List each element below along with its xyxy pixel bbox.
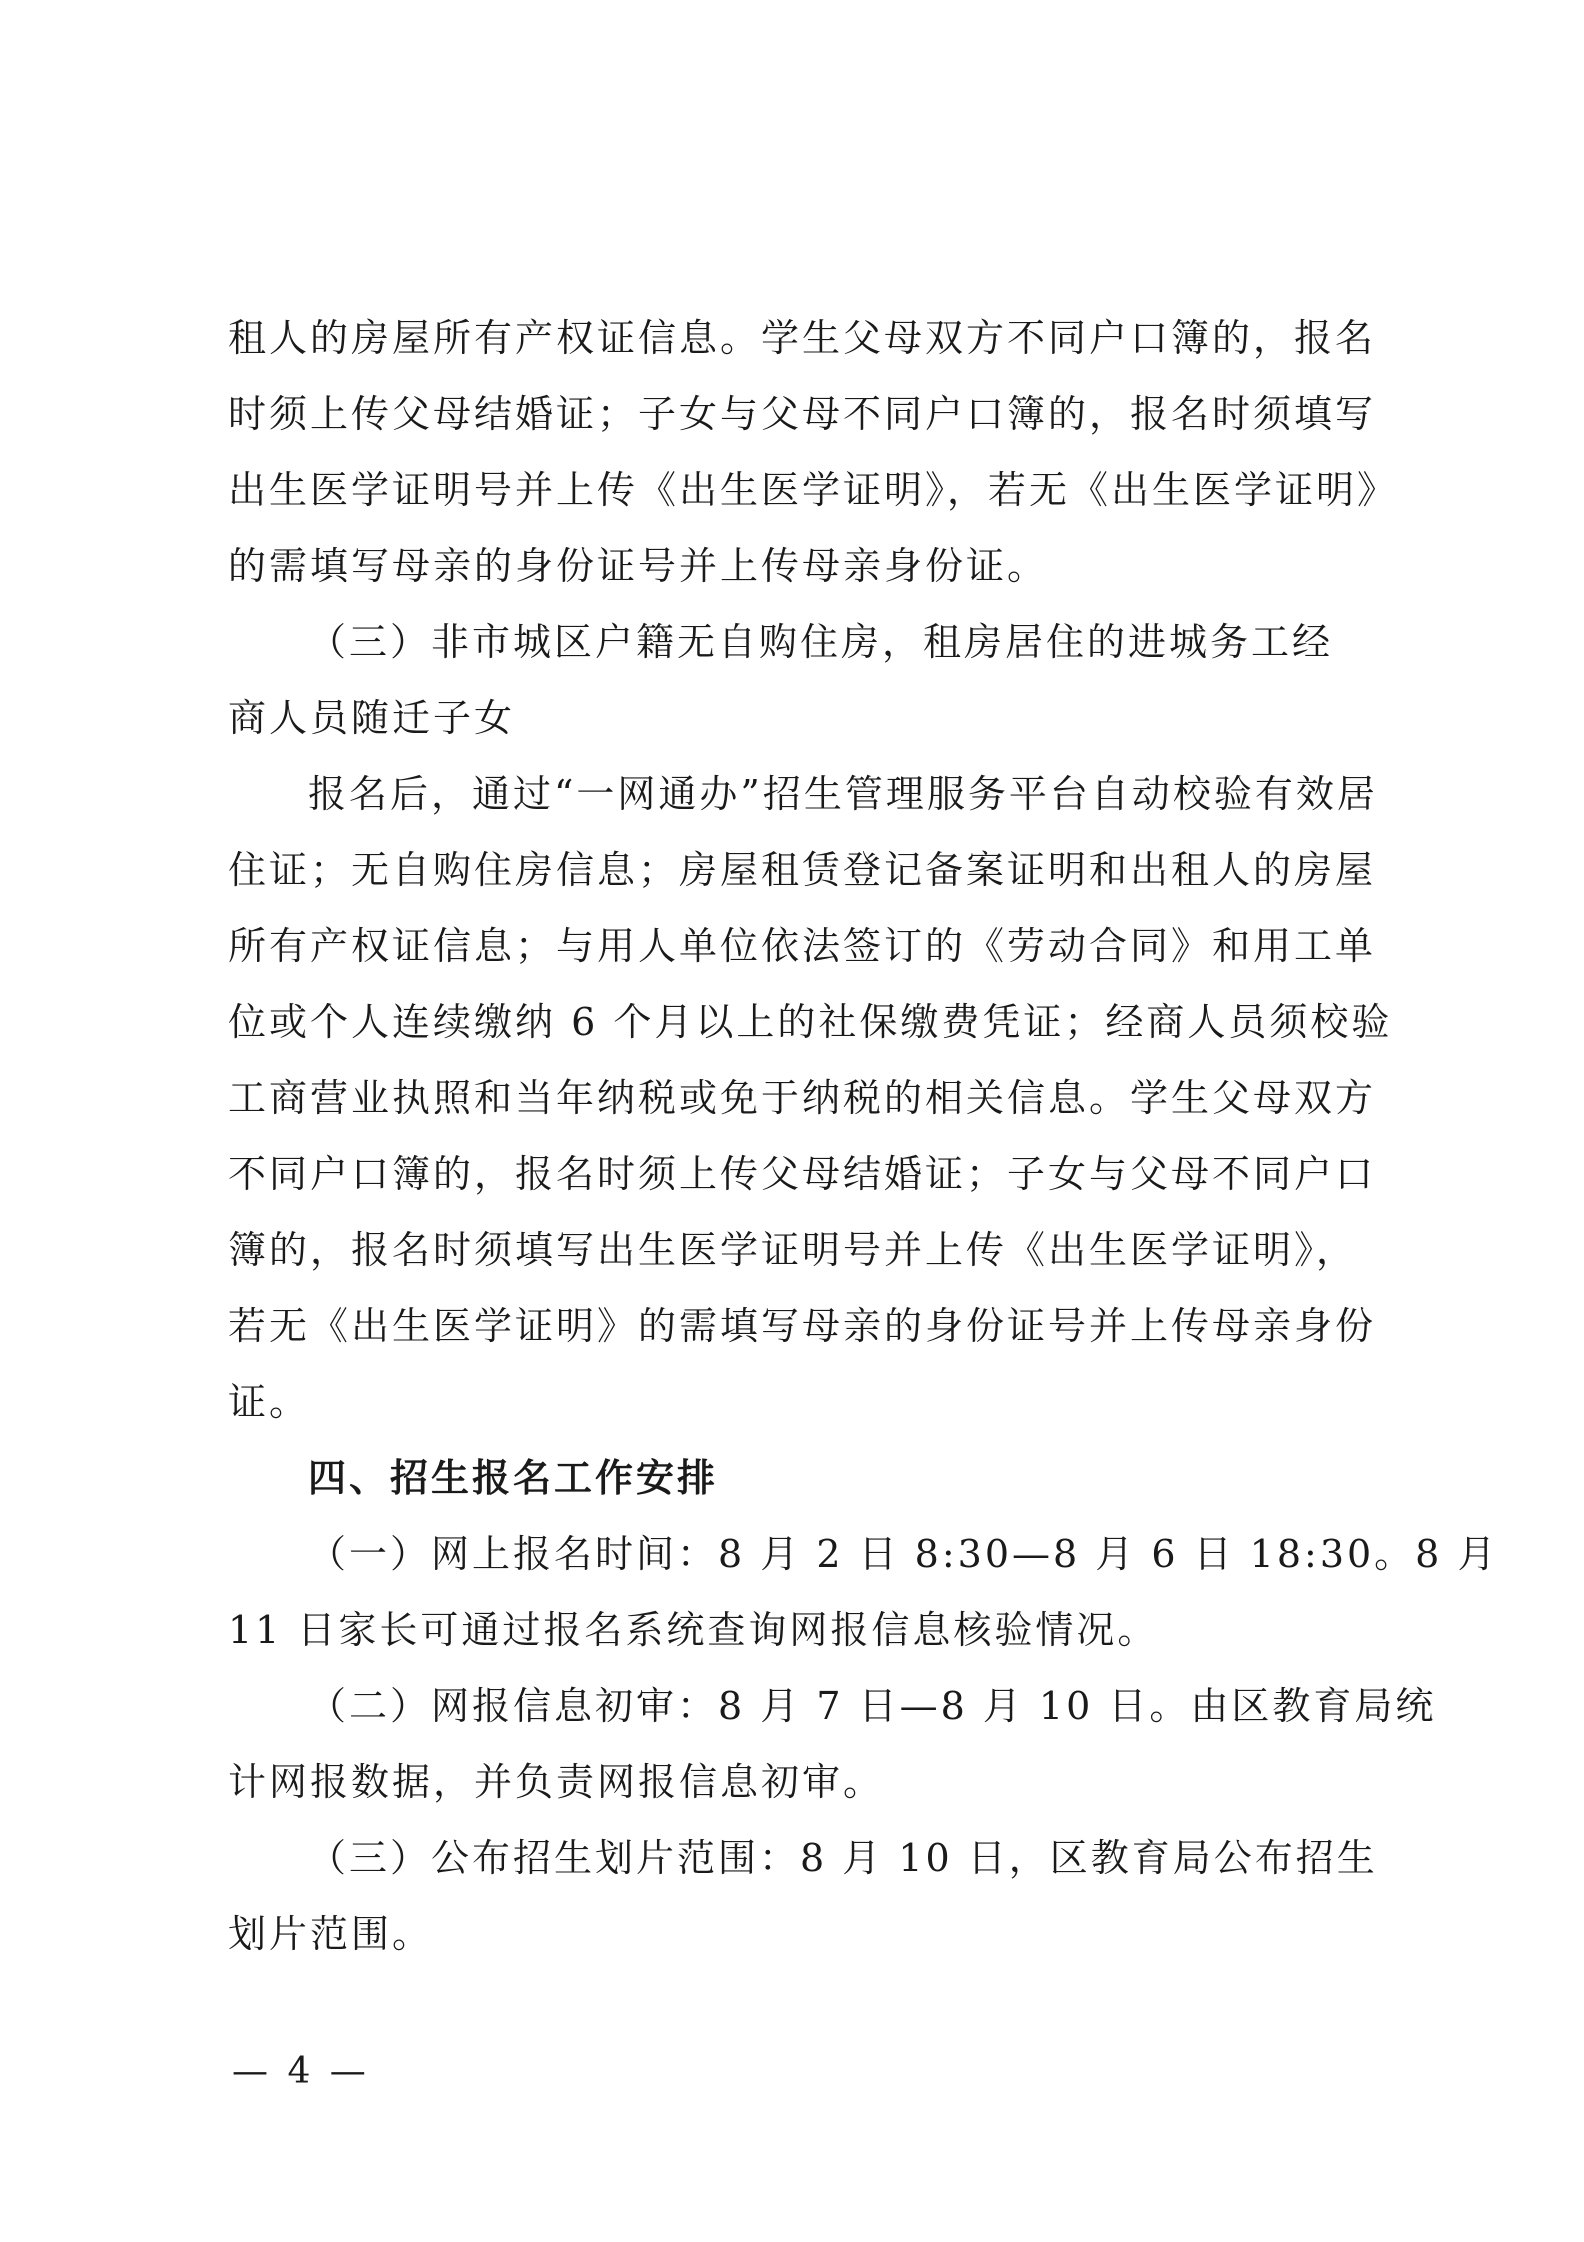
document-body — [228, 300, 1499, 1972]
body-line: 所有产权证信息；与用人单位依法签订的《劳动合同》和用工单 — [228, 924, 1377, 968]
body-line: 簿的，报名时须填写出生医学证明号并上传《出生医学证明》， — [228, 1228, 1358, 1272]
body-line: 不同户口簿的，报名时须上传父母结婚证；子女与父母不同户口 — [228, 1152, 1377, 1196]
body-line: 若无《出生医学证明》的需填写母亲的身份证号并上传母亲身份 — [228, 1304, 1377, 1348]
subsection-heading-line: 商人员随迁子女 — [228, 696, 516, 740]
body-line: 报名后，通过“一网通办”招生管理服务平台自动校验有效居 — [308, 772, 1378, 816]
body-line: （一）网上报名时间：8 月 2 日 8:30—8 月 6 日 18:30。8 月 — [308, 1532, 1499, 1576]
body-line: 出生医学证明号并上传《出生医学证明》，若无《出生医学证明》 — [228, 468, 1399, 512]
section-heading: 四、招生报名工作安排 — [308, 1456, 719, 1500]
body-line: 时须上传父母结婚证；子女与父母不同户口簿的，报名时须填写 — [228, 392, 1377, 436]
body-line: （三）公布招生划片范围：8 月 10 日，区教育局公布招生 — [308, 1836, 1378, 1880]
body-line: 划片范围。 — [228, 1912, 434, 1956]
page-number: — 4 — — [232, 2051, 370, 2092]
body-line: 11 日家长可通过报名系统查询网报信息核验情况。 — [228, 1608, 1159, 1652]
body-line: （二）网报信息初审：8 月 7 日—8 月 10 日。由区教育局统 — [308, 1684, 1437, 1728]
body-line: 位或个人连续缴纳 6 个月以上的社保缴费凭证；经商人员须校验 — [228, 1000, 1393, 1044]
body-line: 证。 — [228, 1380, 311, 1424]
body-line: 工商营业执照和当年纳税或免于纳税的相关信息。学生父母双方 — [228, 1076, 1377, 1120]
body-line: 住证；无自购住房信息；房屋租赁登记备案证明和出租人的房屋 — [228, 848, 1377, 892]
body-line: 的需填写母亲的身份证号并上传母亲身份证。 — [228, 544, 1049, 588]
subsection-heading-line: （三）非市城区户籍无自购住房，租房居住的进城务工经 — [308, 620, 1334, 664]
body-line: 租人的房屋所有产权证信息。学生父母双方不同户口簿的，报名 — [228, 316, 1377, 360]
body-line: 计网报数据，并负责网报信息初审。 — [228, 1760, 885, 1804]
